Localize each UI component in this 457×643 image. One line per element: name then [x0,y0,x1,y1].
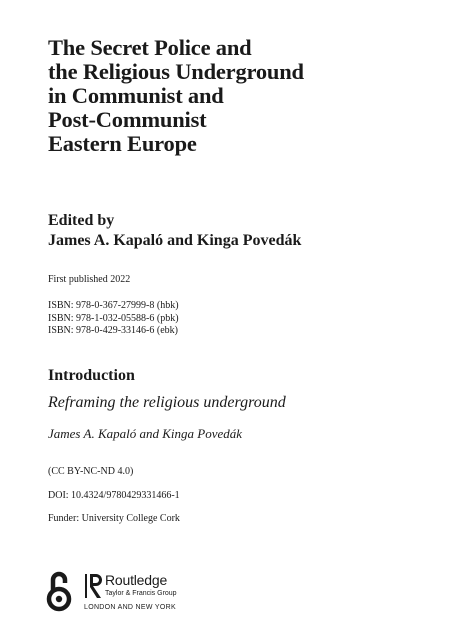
funder-line: Funder: University College Cork [48,513,180,524]
isbn-ebk: ISBN: 978-0-429-33146-6 (ebk) [48,325,178,336]
book-title [48,36,428,156]
isbn-list [48,300,179,338]
chapter-type-heading: Introduction [48,367,135,384]
publisher-location: LONDON AND NEW YORK [84,604,176,611]
editors-names: James A. Kapaló and Kinga Povedák [48,232,302,249]
open-access-icon [44,570,74,612]
edited-by-label: Edited by [48,212,115,229]
chapter-title: Reframing the religious underground [48,394,286,411]
book-title-line: The Secret Police and [48,35,252,60]
license-line: (CC BY-NC-ND 4.0) [48,466,134,477]
first-published-line: First published 2022 [48,274,131,285]
doi-line: DOI: 10.4324/9780429331466-1 [48,490,180,501]
chapter-authors: James A. Kapaló and Kinga Povedák [48,426,243,441]
publisher-group: Taylor & Francis Group [105,590,177,597]
book-title-line: Post-Communist [48,107,207,132]
isbn-pbk: ISBN: 978-1-032-05588-6 (pbk) [48,312,179,324]
publisher-logo [84,572,244,616]
isbn-hbk: ISBN: 978-0-367-27999-8 (hbk) [48,300,179,311]
book-title-line: in Communist and [48,83,224,108]
book-title-line: the Religious Underground [48,59,304,84]
book-title-line: Eastern Europe [48,131,197,156]
routledge-r-icon [84,572,104,602]
publisher-name: Routledge [105,572,168,588]
